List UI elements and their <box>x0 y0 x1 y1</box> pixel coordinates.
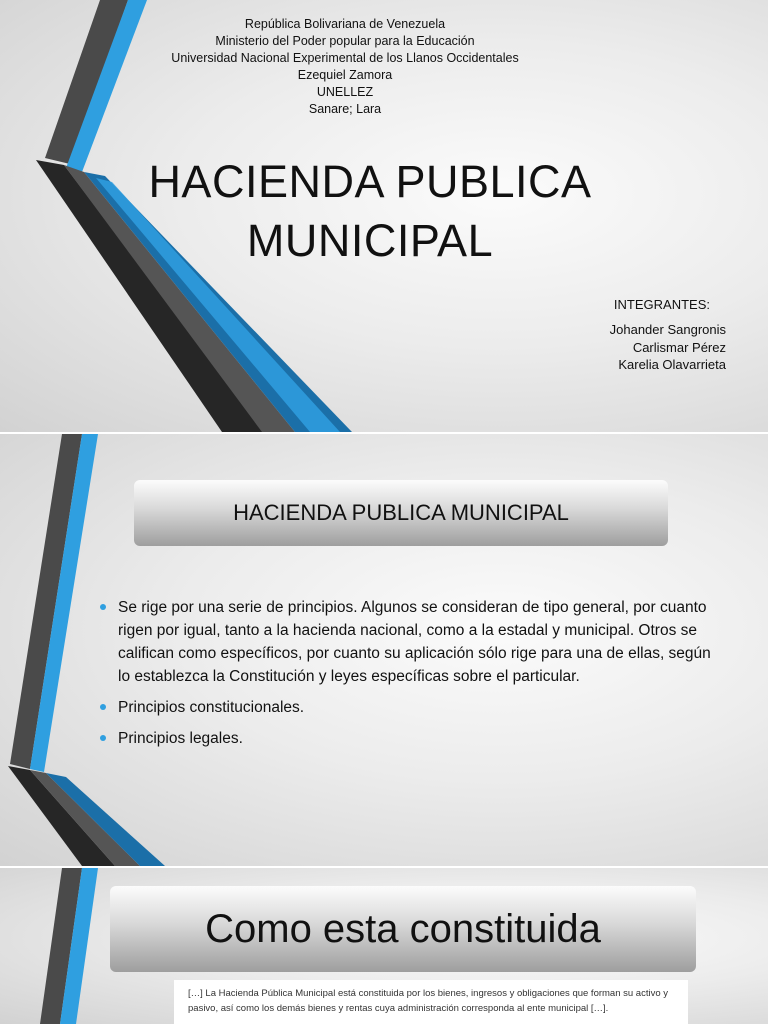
list-item-text: Principios constitucionales. <box>118 699 305 716</box>
header-line: República Bolivariana de Venezuela <box>244 17 446 31</box>
institution-header <box>0 16 690 118</box>
member-name: Carlismar Pérez <box>632 339 726 355</box>
quote-box <box>174 980 688 1024</box>
main-title-line2: MUNICIPAL <box>246 215 494 266</box>
list-item <box>98 696 726 719</box>
list-item-text: Principios legales. <box>118 730 243 747</box>
quote-text: […] La Hacienda Pública Municipal está constituida por los bienes, ingresos y obligaciones que forman su activo y pasivo, así como los demás bienes y rentas cuya administración corresponda al ente municipal […]. <box>188 988 669 1014</box>
bullet-list <box>98 596 726 758</box>
bullet-dot-icon <box>100 704 106 710</box>
header-line: UNELLEZ <box>316 85 374 99</box>
main-title-line1: HACIENDA PUBLICA <box>148 156 592 207</box>
principles-slide <box>0 434 768 866</box>
list-item <box>98 596 726 688</box>
members-list <box>560 321 726 374</box>
slide-title-banner: Como esta constituida <box>110 886 696 972</box>
header-line: Ezequiel Zamora <box>297 68 393 82</box>
member-name: Johander Sangronis <box>609 322 726 337</box>
list-item <box>98 727 726 750</box>
main-title <box>90 152 650 270</box>
list-item-text: Se rige por una serie de principios. Algunos se consideran de tipo general, por cuanto rigen por igual, tanto a la hacienda nacional, como a la estadal y municipal. Otros se califican como específicos, por cuanto su aplicación sólo rige para una de ellas, según lo establezca la Constitución y leyes específicas sobre el particular. <box>118 599 711 685</box>
header-line: Sanare; Lara <box>308 102 382 116</box>
member-name: Karelia Olavarrieta <box>618 357 726 372</box>
constitution-slide <box>0 868 768 1024</box>
bullet-dot-icon <box>100 735 106 741</box>
integrantes-label: INTEGRANTES: <box>613 297 710 312</box>
bullet-dot-icon <box>100 604 106 610</box>
header-line: Ministerio del Poder popular para la Educación <box>215 34 475 48</box>
header-line: Universidad Nacional Experimental de los Llanos Occidentales <box>171 51 519 65</box>
slide-title-banner: HACIENDA PUBLICA MUNICIPAL <box>134 480 668 546</box>
title-slide <box>0 0 768 432</box>
